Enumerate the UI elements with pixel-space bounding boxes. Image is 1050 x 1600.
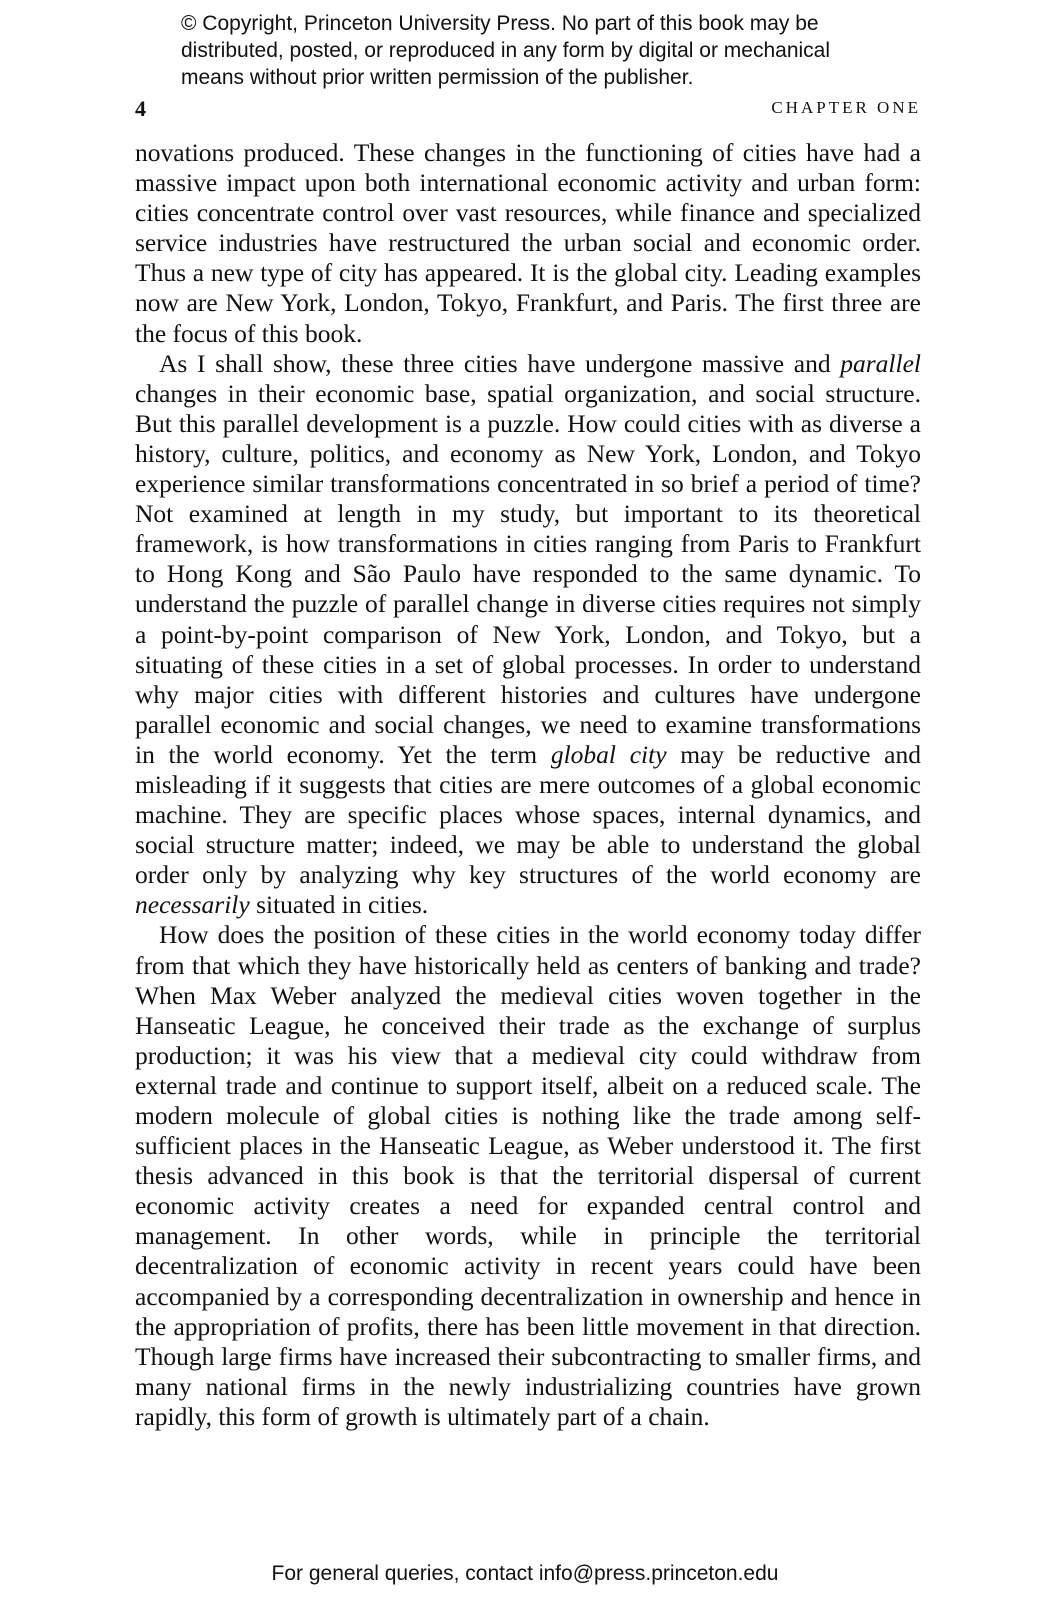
running-head <box>135 96 921 126</box>
copyright-line: distributed, posted, or reproduced in any form by digital or mechanical <box>181 39 831 62</box>
copyright-notice <box>181 10 941 91</box>
paragraph-3: How does the position of these cities in the world economy today differ from that which they have historically held as centers of banking and trade? When Max Weber analyzed the medieval cities woven together in the Hanseatic League, he conceived their trade as the exchange of surplus production; it was his view that a medieval city could withdraw from external trade and continue to support itself, albeit on a reduced scale. The modern molecule of global cities is nothing like the trade among self-sufficient places in the Hanseatic League, as Weber understood it. The first thesis advanced in this book is that the territorial dispersal of current economic activity creates a need for expanded central control and management. In other words, while in principle the territorial decentralization of economic activity in recent years could have been accompanied by a corresponding decentralization in ownership and hence in the appropriation of profits, there has been little movement in that direction. Though large firms have increased their subcontracting to smaller firms, and many national firms in the newly industrializing countries have grown rapidly, this form of growth is ultimately part of a chain. <box>135 920 921 1431</box>
italic-term: global city <box>550 739 667 769</box>
paragraph-2 <box>135 349 921 921</box>
text-run: changes in their economic base, spatial organization, and social structure. But this parallel development is a puzzle. How could cities with as diverse a history, culture, politics, and economy as New York, London, and Tokyo experience similar transformations concentrated in so brief a period of time? Not examined at length in my study, but important to its theoretical framework, is how transformations in cities ranging from Paris to Frankfurt to Hong Kong and São Paulo have responded to the same dynamic. To understand the puzzle of parallel change in diverse cities requires not simply a point-by-point comparison of New York, London, and Tokyo, but a situating of these cities in a set of global processes. In order to understand why major cities with different histories and cultures have undergone parallel economic and social changes, we need to examine transformations in the world economy. Yet the term <box>135 378 921 769</box>
text-run: may be reductive and misleading if it suggests that cities are mere outcomes of a global economic machine. They are specific places whose spaces, internal dynamics, and social structure matter; indeed, we may be able to understand the global order only by analyzing why key structures of the world economy are <box>135 739 921 890</box>
chapter-title: CHAPTER ONE <box>771 98 921 117</box>
italic-term: necessarily <box>135 890 250 920</box>
copyright-line: © Copyright, Princeton University Press. No part of this book may be <box>181 12 819 35</box>
copyright-line: means without prior written permission of the publisher. <box>181 66 694 89</box>
italic-term: parallel <box>840 348 921 378</box>
footer-contact: For general queries, contact info@press.princeton.edu <box>271 1562 779 1585</box>
page-number: 4 <box>135 96 146 121</box>
paragraph-1: novations produced. These changes in the functioning of cities have had a massive impact upon both international economic activity and urban form: cities concentrate control over vast resources, while finance and specialized service industries have restructured the urban social and economic order. Thus a new type of city has appeared. It is the global city. Leading examples now are New York, London, Tokyo, Frankfurt, and Paris. The first three are the focus of this book. <box>135 138 921 348</box>
text-run: situated in cities. <box>249 890 429 920</box>
text-run: As I shall show, these three cities have undergone massive and <box>159 348 841 378</box>
body-text <box>135 138 921 1432</box>
